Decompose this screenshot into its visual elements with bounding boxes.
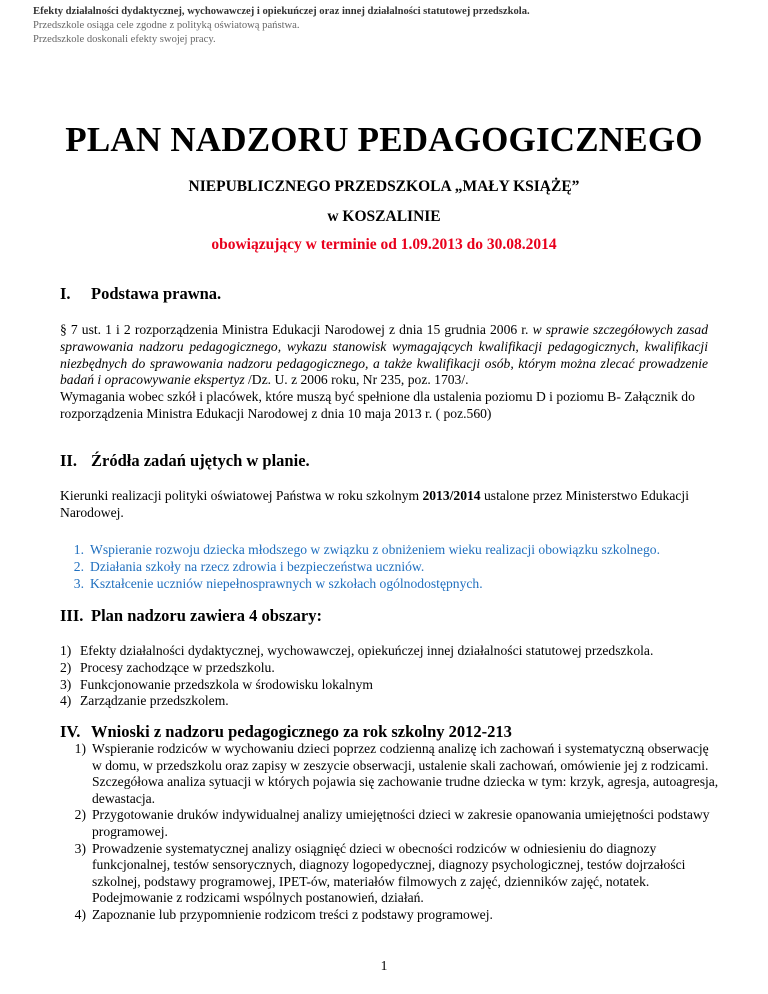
header-line-1: Efekty działalności dydaktycznej, wychowawczej i opiekuńczej oraz innej działalności statutowej przedszkola. (33, 6, 530, 17)
section-3-title: Plan nadzoru zawiera 4 obszary: (91, 606, 322, 625)
legal-basis-text: § 7 ust. 1 i 2 rozporządzenia Ministra Edukacji Narodowej z dnia 15 grudnia 2006 r. (60, 322, 529, 337)
item-text: Przygotowanie druków indywidualnej analizy umiejętności dzieci w zakresie opanowania umiejętności podstawy programowej. (92, 807, 710, 839)
item-text: Efekty działalności dydaktycznej, wychowawczej, opiekuńczej innej działalności statutowej przedszkola. (80, 643, 654, 658)
list-item (60, 677, 708, 694)
item-number: 4) (74, 906, 86, 922)
supervision-areas-list (60, 643, 708, 710)
list-item (60, 907, 720, 924)
section-4-number: IV. (60, 722, 81, 741)
legal-basis-italic: w sprawie szczegółowych zasad sprawowania nadzoru pedagogicznego, wykazu stanowisk wymagających kwalifikacji pedagogicznych, kwalifikacji niezbędnych do sprawowania nadzoru pedagogicznego, a także kwalifikacji osób, którym można zlecać prowadzenie badań i opracowywanie ekspertyz (60, 322, 708, 388)
legal-basis-source: /Dz. U. z 2006 roku, Nr 235, poz. 1703/. (248, 372, 469, 388)
item-number: 3. (73, 575, 84, 591)
item-number: 2) (74, 807, 86, 823)
item-number: 3) (74, 840, 86, 856)
institution-name: NIEPUBLICZNEGO PRZEDSZKOLA „MAŁY KSIĄŻĘ” (188, 178, 580, 195)
document-title: PLAN NADZORU PEDAGOGICZNEGO (65, 120, 703, 159)
section-2-number: II. (60, 451, 77, 470)
header-line-3: Przedszkole doskonali efekty swojej pracy. (33, 34, 216, 45)
school-year: 2013/2014 (422, 488, 481, 503)
policy-directions-list (60, 542, 708, 592)
page-number: 1 (380, 958, 388, 973)
intro-text-b: ustalone przez Ministerstwo Edukacji Narodowej. (60, 488, 689, 520)
intro-text-a: Kierunki realizacji polityki oświatowej Państwa w roku szkolnym (60, 488, 420, 503)
item-number: 3) (60, 676, 72, 692)
item-text: Funkcjonowanie przedszkola w środowisku lokalnym (80, 676, 373, 692)
section-2-intro (60, 488, 708, 522)
item-number: 2. (73, 558, 84, 574)
item-number: 1) (74, 741, 86, 756)
list-item (60, 643, 708, 660)
list-item (60, 559, 708, 576)
section-2-title: Źródła zadań ujętych w planie. (91, 451, 310, 470)
list-item (60, 841, 720, 907)
header-line-2: Przedszkole osiąga cele zgodne z polityką oświatową państwa. (33, 20, 300, 31)
list-item (60, 542, 708, 559)
running-header (33, 5, 530, 47)
item-text: Wspieranie rodziców w wychowaniu dzieci poprzez codzienną analizę ich zachowań i systematyczną obserwację w domu, w przedszkolu oraz zapisy w zeszycie obserwacji, ustalenie skali zachowań, omówienie jej z rodzicami. Szczegółowa analiza sytuacji w których pojawia się zachowanie trudne dziecka w tym: krzyk, agresja, autoagresja, dewastacja. (92, 741, 719, 806)
list-item (60, 693, 708, 710)
list-item (60, 741, 720, 807)
section-1-paragraph-2: Wymagania wobec szkół i placówek, które muszą być spełnione dla ustalenia poziomu D i poziomu B- Załącznik do rozporządzenia Ministra Edukacji Narodowej z dnia 10 maja 2013 r. ( poz.560) (60, 389, 695, 421)
list-item (60, 807, 720, 840)
item-number: 2) (60, 659, 72, 675)
validity-period: obowiązujący w terminie od 1.09.2013 do 30.08.2014 (211, 236, 557, 253)
item-text: Procesy zachodzące w przedszkolu. (80, 659, 275, 675)
item-number: 1) (60, 643, 72, 658)
item-text: Działania szkoły na rzecz zdrowia i bezpieczeństwa uczniów. (90, 558, 425, 574)
section-1-title: Podstawa prawna. (91, 284, 222, 303)
item-text: Zarządzanie przedszkolem. (80, 693, 229, 709)
item-text: Prowadzenie systematycznej analizy osiągnięć dzieci w obecności rodziców w odniesieniu do diagnozy funkcjonalnej, testów sensorycznych, diagnozy logopedycznej, diagnozy psychologicznej, testów dojrzałości szkolnej, podstawy programowej, IPET-ów, materiałów filmowych z zajęć, dzienników zajęć, notatek. Podejmowanie z rodzicami wspólnych postanowień, działań. (92, 840, 686, 906)
item-number: 4) (60, 693, 72, 709)
conclusions-list (60, 741, 720, 924)
list-item (60, 576, 708, 593)
section-4-title: Wnioski z nadzoru pedagogicznego za rok szkolny 2012-213 (91, 722, 512, 741)
item-number: 1. (73, 542, 84, 557)
list-item (60, 660, 708, 677)
section-1-paragraph (60, 322, 708, 389)
item-text: Kształcenie uczniów niepełnosprawnych w szkołach ogólnodostępnych. (90, 575, 483, 591)
section-3-number: III. (60, 606, 84, 625)
institution-city: w KOSZALINIE (327, 208, 441, 225)
item-text: Wspieranie rozwoju dziecka młodszego w związku z obniżeniem wieku realizacji obowiązku szkolnego. (90, 542, 660, 557)
section-1-number: I. (60, 284, 71, 303)
item-text: Zapoznanie lub przypomnienie rodzicom treści z podstawy programowej. (92, 906, 493, 922)
